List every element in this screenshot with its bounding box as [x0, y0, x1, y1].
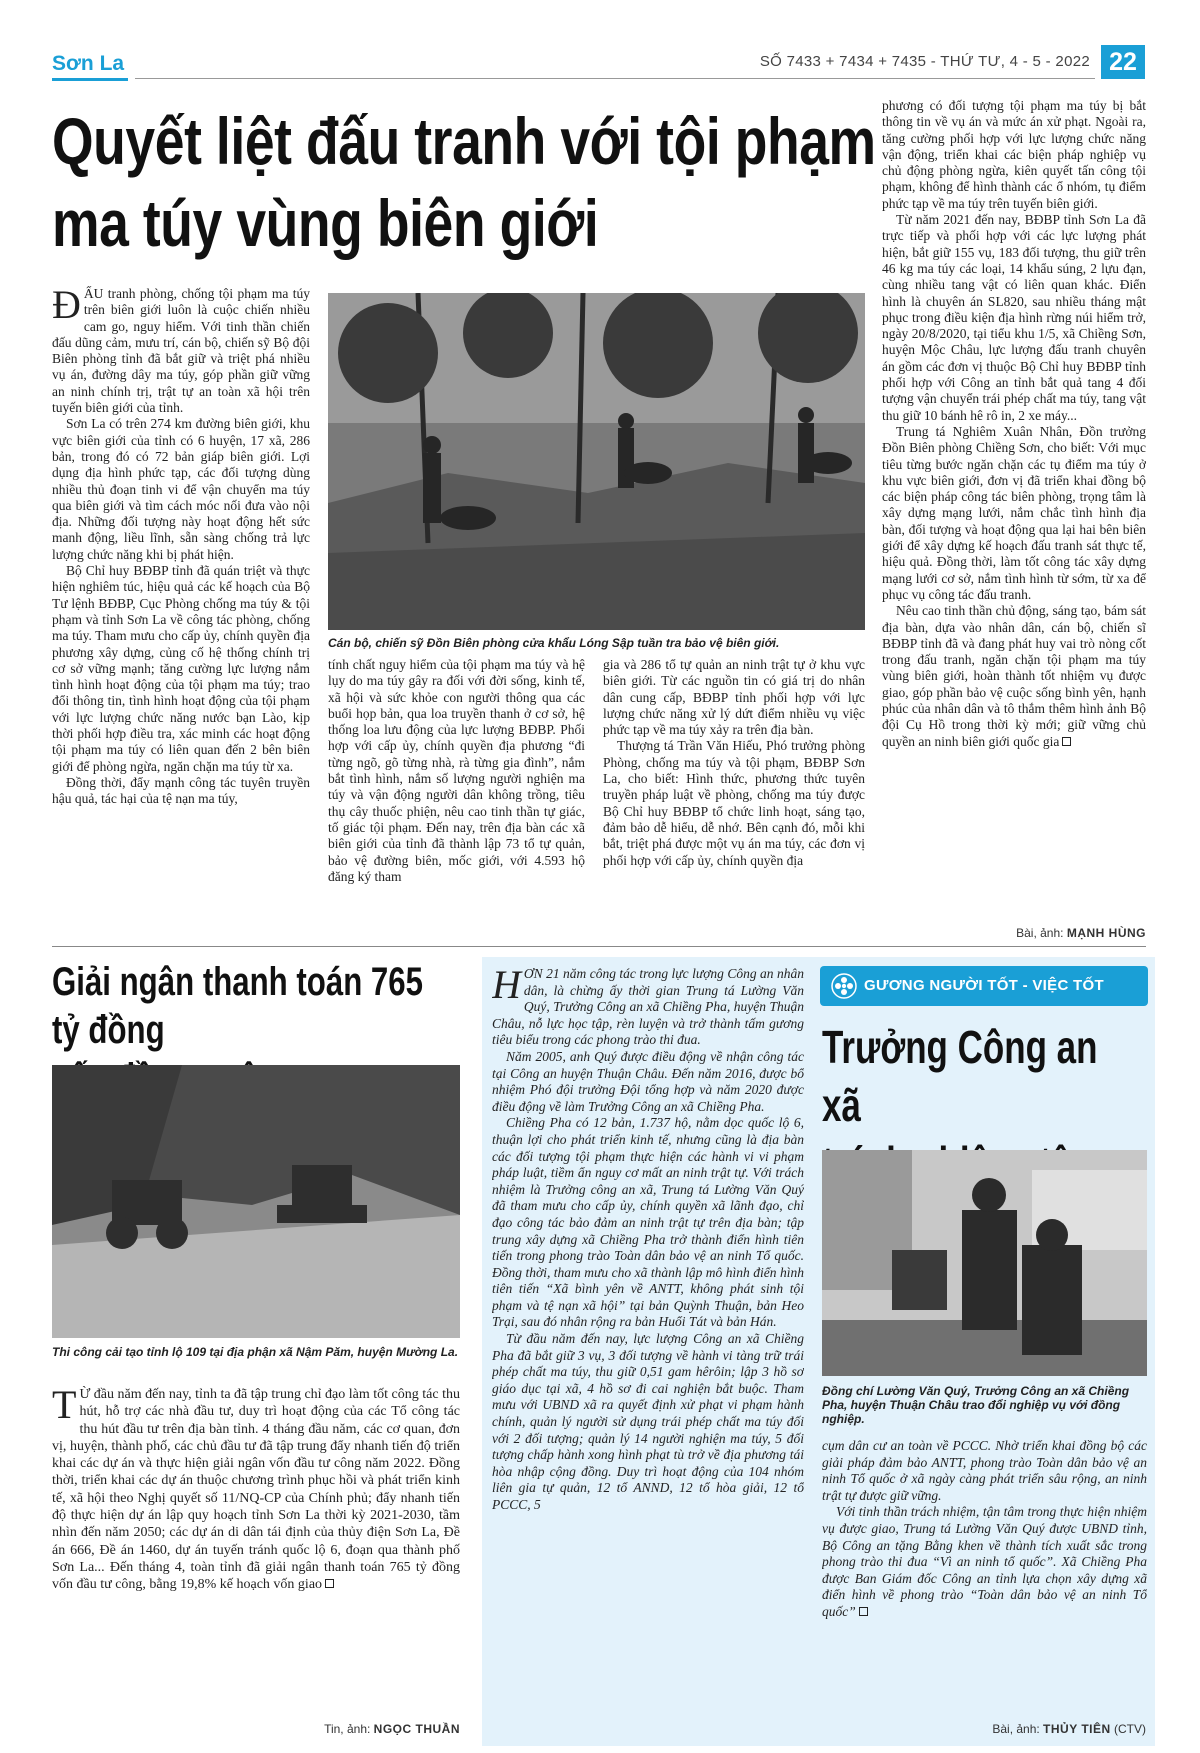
section-divider	[52, 946, 1146, 947]
main-col2-text: tính chất nguy hiểm của tội phạm ma túy và hệ lụy do ma túy gây ra đối với đời sống, kinh tế, xã hội và sức khỏe con người thông qua các buổi họp bản, qua loa truyền thanh ở cơ sở, hệ thống loa lưu động của lực lượng BĐBP. Phối hợp với cấp ủy, chính quyền địa phương “đi từng ngõ, gõ từng nhà, rà từng gia đình”, nắm bắt tình hình, nắm số lượng người nghiện ma túy và vận động người dân không trồng, tiêu thụ cây thuốc phiện, nêu cao tinh thần tự giác, tố giác tội phạm. Đến nay, trên địa bàn các xã biên giới của tỉnh đã thành lập 73 tổ tự quản, bảo vệ đường biên, mốc giới, với 4.593 hộ đăng ký tham	[328, 657, 585, 884]
main-column-4	[882, 98, 1146, 928]
patrol-photo-caption: Cán bộ, chiến sỹ Đồn Biên phòng cửa khẩu Lóng Sập tuần tra bảo vệ biên giới.	[328, 636, 780, 650]
second-body	[52, 1386, 460, 1716]
roadwork-photo	[52, 1065, 460, 1338]
main-headline-line2: ma túy vùng biên giới	[52, 186, 599, 260]
second-dropcap: T	[52, 1386, 77, 1427]
main-headline-line1: Quyết liệt đấu tranh với tội phạm	[52, 104, 876, 178]
third-col1-p4: Từ đầu năm đến nay, lực lượng Công an xã Chiềng Pha đã bắt giữ 3 vụ, 3 đối tượng về hành vi tàng trữ trái phép chất ma túy, thu giữ 0,51 gam hêrôin; lập 3 hồ sơ giáo dục tại xã, 4 hồ sơ đi cai nghiện bắt buộc. Tham mưu với UBND xã ra quyết định xử phạt vi phạm hành chính, quản lý người sử dụng trái phép chất ma túy đối với 2 đối tượng; quản lý 14 người nghiện ma túy, 5 đối tượng chấp hành xong hình phạt tù trở về địa phương tái hòa nhập cộng đồng. Duy trì hoạt động của 104 nhóm liên gia tự quản, 12 tổ ANND, 12 tổ hòa giải, 12 tổ PCCC, 5	[492, 1331, 804, 1512]
end-mark-icon	[1062, 737, 1071, 746]
third-byline	[900, 1722, 1146, 1736]
second-body-text: Ừ đầu năm đến nay, tỉnh ta đã tập trung chỉ đạo làm tốt công tác thu hút, hỗ trợ các nhà đầu tư, duy trì hoạt động của các Tổ công tác thu hút đầu tư trên địa bàn tỉnh. 4 tháng đầu năm, các cơ quan, đơn vị, huyện, thành phố, các chủ đầu tư đã tập trung đẩy nhanh tiến độ triển khai các dự án và thực hiện giải ngân vốn đầu tư công năm 2022. Đồng thời, triển khai các dự án thuộc chương trình phục hồi và phát triển kinh tế, xã hội theo Nghị quyết số 11/NQ-CP của Chính phủ; đẩy nhanh tiến độ thực hiện dự án lập quy hoạch tỉnh Sơn La thời kỳ 2021-2030, tầm nhìn đến năm 2050; các dự án di dân tái định của thủy điện Sơn La, Đề án 666, Đề án 1460, dự án tuyến tránh quốc lộ 6, đoạn qua thành phố Sơn La... Đến tháng 4, toàn tỉnh đã giải ngân thanh toán 765 tỷ đồng vốn đầu tư công, bằng 19,8% kế hoạch vốn giao	[52, 1387, 460, 1593]
main-dropcap: Đ	[52, 286, 81, 327]
second-headline-line1: Giải ngân thanh toán 765 tỷ đồng	[52, 960, 423, 1052]
flower-icon	[830, 972, 858, 1000]
end-mark-icon	[859, 1607, 868, 1616]
second-byline-author: NGỌC THUẦN	[373, 1722, 460, 1736]
main-byline-author: MẠNH HÙNG	[1066, 926, 1146, 940]
section-underline	[52, 78, 128, 81]
end-mark-icon	[325, 1579, 334, 1588]
third-headline-line1: Trưởng Công an xã	[822, 1021, 1098, 1131]
third-column-1	[492, 966, 804, 1736]
main-col3-p1: gia và 286 tổ tự quản an ninh trật tự ở khu vực biên giới. Từ các nguồn tin có giá trị do nhân dân cung cấp, BĐBP tỉnh phối hợp với lực lượng chức năng xử lý dứt điểm nhiều vụ việc phức tạp về ma túy xảy ra trên địa bàn.	[603, 657, 865, 738]
main-col1-p4: Đồng thời, đẩy mạnh công tác tuyên truyền hậu quả, tác hại của tệ nạn ma túy,	[52, 774, 310, 807]
third-col1-p2: Năm 2005, anh Quý được điều động về nhận công tác tại Công an huyện Thuận Châu. Đến năm 2016, được bổ nhiệm Phó đội trưởng Đội tổng hợp và năm 2020 được điều động về làm Trưởng Công an xã Chiềng Pha.	[492, 1048, 804, 1114]
main-column-3	[603, 657, 865, 941]
third-byline-author: THỦY TIÊN	[1043, 1722, 1111, 1736]
officer-photo-caption: Đồng chí Lường Văn Quý, Trưởng Công an xã Chiềng Pha, huyện Thuận Châu trao đổi nghiệp vụ với đồng nghiệp.	[822, 1384, 1130, 1426]
main-column-1	[52, 286, 310, 941]
main-byline-prefix: Bài, ảnh:	[1016, 926, 1067, 940]
third-col1-p3: Chiềng Pha có 12 bản, 1.737 hộ, nằm dọc quốc lộ 6, thuận lợi cho phát triển kinh tế, nhưng cũng là địa bàn các đối tượng tội phạm thực hiện các hành vi vi phạm pháp luật, tiềm ẩn nguy cơ mất an ninh trật tự. Với trách nhiệm là Trưởng công an xã, Trung tá Lường Văn Quý đã tham mưu cho cấp ủy, chính quyền xã lãnh đạo, chỉ đạo công tác bảo đảm an ninh trật tự trên địa bàn; tập trung xây dựng xã Chiềng Pha trở thành điển hình tiên tiến trong phong trào Toàn dân bảo vệ an ninh Tổ quốc. Đồng thời, tham mưu cho xã thành lập mô hình điển hình tiên tiến “Xã bình yên về ANTT, không phát sinh tội phạm và tệ nạn xã hội” tại bản Quỳnh Thuận, bản Heo Trại, sau đó nhân rộng ra bản Huổi Tát và bản Hán.	[492, 1115, 804, 1330]
third-col1-p1: ƠN 21 năm công tác trong lực lượng Công an nhân dân, là chừng ấy thời gian Trung tá Lường Văn Quý, Trưởng Công an xã Chiềng Pha, huyện Thuận Châu, nỗ lực học tập, rèn luyện và trở thành tấm gương tiêu biểu trong các phong trào thi đua.	[492, 966, 804, 1048]
third-dropcap: H	[492, 966, 521, 1007]
page-number: 22	[1101, 45, 1145, 79]
main-headline	[52, 100, 943, 264]
patrol-photo	[328, 293, 865, 630]
third-byline-prefix: Bài, ảnh:	[992, 1722, 1044, 1736]
third-col2-p2: Với tinh thần trách nhiệm, tận tâm trong thực hiện nhiệm vụ được giao, Trung tá Lường Văn Quý được UBND tỉnh, Bộ Công an tặng Bằng khen về thành tích xuất sắc trong phong trào thi đua “Vì an ninh tổ quốc”. Xã Chiềng Pha được Ban Giám đốc Công an tỉnh lựa chọn xây dựng xã điển hình về phong trào “Toàn dân bảo vệ an ninh Tổ quốc”	[822, 1504, 1147, 1619]
third-byline-suffix: (CTV)	[1110, 1722, 1146, 1736]
issue-info: SỐ 7433 + 7434 + 7435 - THỨ TƯ, 4 - 5 - 2022	[759, 53, 1090, 70]
header-rule	[135, 78, 1095, 79]
main-col1-p3: Bộ Chỉ huy BĐBP tỉnh đã quán triệt và thực hiện nghiêm túc, hiệu quả các kế hoạch của Bộ Tư lệnh BĐBP, Cục Phòng chống ma túy & tội phạm và tỉnh Sơn La về công tác phòng, chống ma túy. Tham mưu cho cấp ủy, chính quyền địa phương xây dựng, củng cố hệ thống chính trị cơ sở vững mạnh; tăng cường lực lượng nắm tình hình hoạt động của tội phạm ma túy; trao đổi thông tin, tình hình hoạt động của tội phạm với lực lượng chức năng nước bạn Lào, kịp thời phối hợp điều tra, xác minh các hoạt động tội phạm ma túy có liên quan đến 2 bên biên giới để phòng ngừa, ngăn chặn ma túy từ xa.	[52, 563, 310, 774]
main-col4-p1: phương có đối tượng tội phạm ma túy bị bắt thông tin về vụ án và mức án xử phạt. Ngoài ra, tăng cường phối hợp với lực lượng chức năng vận động, triển khai các biện pháp nghiệp vụ chủ động phòng ngừa, kiên quyết tấn công tội phạm, không để hình thành các ổ nhóm, tụ điểm phức tạp về ma túy trên tuyến biên giới.	[882, 98, 1146, 211]
main-col4-p3: Trung tá Nghiêm Xuân Nhân, Đồn trưởng Đồn Biên phòng Chiềng Sơn, cho biết: Với mục tiêu từng bước ngăn chặn các tụ điểm ma túy ở khu vực biên giới, đơn vị đã triển khai đồng bộ các biện pháp công tác biên phòng, trọng tâm là xây dựng mạng lưới, nắm chắc tình hình địa bàn, đối tượng và hoạt động qua lại hai bên biên giới để xây dựng kế hoạch đấu tranh sát thực tế, hiệu quả. Đồng thời, làm tốt công tác xây dựng mạng lưới cơ sở, nắm tình hình từ sớm, từ xa để phục vụ công tác đấu tranh.	[882, 423, 1146, 602]
officer-photo	[822, 1150, 1147, 1376]
third-column-2	[822, 1438, 1147, 1710]
main-col4-p2: Từ năm 2021 đến nay, BĐBP tỉnh Sơn La đã trực tiếp và phối hợp với các lực lượng phát hiện, bắt giữ 155 vụ, 183 đối tượng, thu giữ trên 46 kg ma túy các loại, 14 khẩu súng, 2 lựu đạn, cùng nhiều tang vật có liên quan khác. Điển hình là chuyên án SL820, sau nhiều tháng mật phục trong điều kiện địa hình rừng núi hiểm trở, ngày 20/8/2020, tại tiểu khu 1/5, xã Chiềng Sơn, huyện Mộc Châu, lực lượng đấu tranh chuyên án gồm các đơn vị thuộc Bộ Chỉ huy BĐBP tỉnh phối hợp với Công an tỉnh bắt quả tang 4 đối tượng vận chuyển trái phép chất ma túy, tang vật thu giữ 10 bánh hê rô in, 2 xe máy...	[882, 212, 1146, 423]
main-col1-p2: Sơn La có trên 274 km đường biên giới, khu vực biên giới của tỉnh có 6 huyện, 17 xã, 286 bản, trong đó có 72 bản giáp biên giới. Lợi dụng địa hình phức tạp, các đối tượng dùng nhiều thủ đoạn tinh vi để vận chuyển ma túy qua biên giới và tìm cách móc nối đưa vào nội địa. Những đối tượng này hoạt động hết sức manh động, liều lĩnh, sẵn sàng chống trả lực lượng chức năng khi bị phát hiện.	[52, 416, 310, 562]
third-col2-p1: cụm dân cư an toàn về PCCC. Nhờ triển khai đồng bộ các giải pháp đảm bảo ANTT, phong trào Toàn dân bảo vệ an ninh Tổ quốc ở xã ngày càng phát triển sâu rộng, an ninh trật tự được giữ vững.	[822, 1438, 1147, 1503]
feature-tag-text: GƯƠNG NGƯỜI TỐT - VIỆC TỐT	[864, 977, 1104, 994]
second-byline	[240, 1722, 460, 1736]
roadwork-photo-caption: Thi công cải tạo tỉnh lộ 109 tại địa phận xã Nậm Păm, huyện Mường La.	[52, 1345, 459, 1359]
main-column-2	[328, 657, 585, 941]
main-byline	[900, 926, 1146, 940]
second-byline-prefix: Tin, ảnh:	[324, 1722, 374, 1736]
main-col1-p1: ẤU tranh phòng, chống tội phạm ma túy trên biên giới luôn là cuộc chiến nhiều cam go, nguy hiểm. Với tinh thần chiến đấu dũng cảm, mưu trí, cán bộ, chiến sỹ Bộ đội Biên phòng tỉnh đã bắt giữ và triệt phá nhiều vụ án, đường dây ma túy, góp phần giữ vững an ninh chính trị, trật tự an toàn xã hội trên tuyến biên giới của tỉnh.	[52, 286, 310, 416]
section-label: Sơn La	[52, 52, 125, 75]
main-col3-p2: Thượng tá Trần Văn Hiếu, Phó trưởng phòng Phòng, chống ma túy và tội phạm, BĐBP Sơn La, cho biết: Hình thức, phương thức tuyên truyền pháp luật về phòng, chống ma túy được Bộ Chỉ huy BĐBP tổ chức linh hoạt, sáng tạo, đảm bảo dễ hiểu, dễ nhớ. Bên cạnh đó, mỗi khi bắt, triệt phá được một vụ án ma túy, các đơn vị phối hợp với cấp ủy, chính quyền địa	[603, 738, 865, 868]
main-col4-p4: Nêu cao tinh thần chủ động, sáng tạo, bám sát địa bàn, dựa vào nhân dân, cán bộ, chiến sĩ BĐBP tỉnh đã và đang phát huy vai trò nòng cốt trong đấu tranh, ngăn chặn tội phạm ma túy vùng biên giới, hoàn thành tốt nhiệm vụ được giao, góp phần bảo vệ cuộc sống bình yên, hạnh phúc của nhân dân và tô thắm thêm hình ảnh Bộ đội Cụ Hồ trong thời kỳ mới; giữ vững chủ quyền an ninh biên giới quốc gia	[882, 603, 1146, 749]
